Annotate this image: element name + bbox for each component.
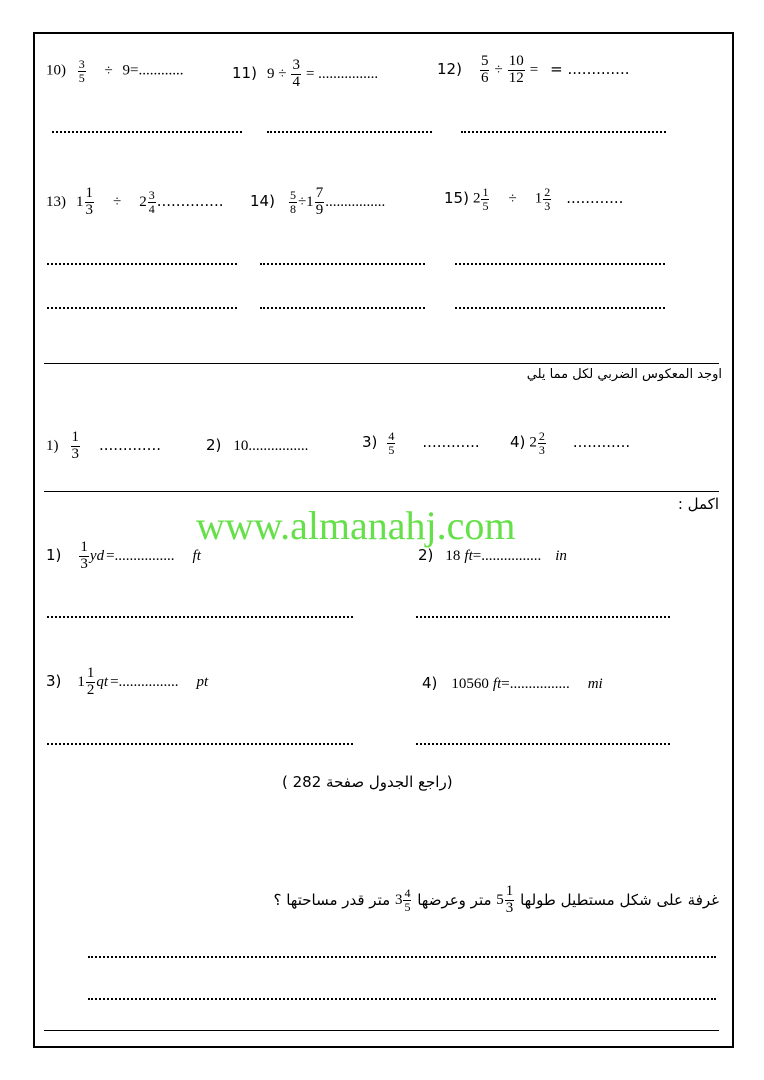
r1-fraction: [71, 430, 81, 463]
q14-label: 14): [250, 191, 275, 210]
r4-num: 2: [538, 429, 545, 443]
q12-answer-blank[interactable]: = .............: [550, 59, 630, 78]
reciprocal-4: [510, 430, 630, 456]
conversion-1: [46, 540, 201, 573]
c3-fraction: [86, 666, 96, 699]
work-line[interactable]: [416, 743, 670, 747]
work-line[interactable]: [455, 263, 665, 267]
q11-den: 4: [292, 73, 300, 90]
q10-answer-blank[interactable]: 9=............: [122, 62, 184, 79]
work-line[interactable]: [267, 131, 432, 135]
section-divider: [44, 363, 719, 364]
r4-answer-blank[interactable]: ............: [572, 432, 631, 451]
q13-b-fraction: [148, 189, 156, 215]
c2-label: 2): [418, 546, 434, 564]
q12-operator: ÷: [494, 61, 503, 78]
q12-b-num: 10: [508, 53, 524, 69]
question-10: [46, 58, 183, 84]
r4-whole: 2: [529, 434, 537, 451]
question-13: [46, 186, 224, 219]
r3-label: 3): [362, 432, 378, 451]
wp-text-2: متر وعرضها: [417, 890, 492, 909]
question-12: [437, 54, 629, 87]
wp-width-den: 5: [404, 899, 411, 914]
q15-label: 15): [444, 188, 469, 207]
q11-answer-blank[interactable]: = ................: [305, 65, 379, 82]
work-line[interactable]: [461, 131, 666, 135]
c2-unit-from: ft: [464, 548, 473, 564]
c3-unit-from: qt: [96, 673, 109, 690]
c3-label: 3): [46, 671, 62, 690]
question-11: [232, 58, 378, 91]
work-line[interactable]: [88, 956, 716, 960]
work-line[interactable]: [455, 307, 665, 311]
c4-value: 10560: [451, 676, 489, 692]
q14-a-num: 5: [289, 188, 296, 203]
q13-b-num: 3: [148, 188, 155, 203]
table-reference-note: (راجع الجدول صفحة 282 ): [282, 773, 453, 791]
work-line[interactable]: [260, 307, 425, 311]
q11-label: 11): [232, 63, 257, 82]
r2-label: 2): [206, 436, 222, 454]
q15-b-num: 2: [544, 185, 551, 199]
r2-value: 10: [233, 438, 249, 454]
r3-den: 5: [388, 442, 395, 457]
q15-b-fraction: [543, 186, 551, 212]
q13-operator: ÷: [113, 193, 122, 210]
q15-b-whole: 1: [534, 190, 543, 207]
q13-label: 13): [46, 193, 66, 210]
work-line[interactable]: [47, 263, 237, 267]
q15-operator: ÷: [508, 190, 517, 207]
c1-label: 1): [46, 545, 62, 564]
wp-width-num: 4: [404, 886, 411, 901]
q14-b-num: 7: [315, 185, 324, 201]
q12-fraction-b: [508, 54, 525, 87]
q12-fraction-a: [480, 54, 490, 87]
reciprocal-3: [362, 430, 480, 456]
watermark-text: www.almanahj.com: [196, 503, 516, 548]
r1-label: 1): [46, 437, 59, 454]
c3-den: 2: [86, 681, 95, 698]
q13-a-whole: 1: [76, 193, 84, 210]
q14-a-den: 8: [289, 201, 296, 216]
c1-unit-to: ft: [192, 547, 201, 564]
wp-length-fraction: [505, 884, 515, 917]
work-line[interactable]: [47, 743, 353, 747]
work-line[interactable]: [52, 131, 242, 135]
conversion-4: [422, 676, 603, 692]
q12-equals: =: [529, 61, 539, 78]
c3-whole: 1: [77, 673, 85, 690]
work-line[interactable]: [47, 616, 353, 620]
r1-answer-blank[interactable]: .............: [99, 435, 161, 454]
q12-a-den: 6: [480, 69, 489, 86]
r1-den: 3: [71, 445, 79, 462]
r1-num: 1: [71, 429, 79, 445]
c1-answer-blank[interactable]: =................: [106, 547, 175, 564]
c4-unit-from: ft: [492, 676, 502, 692]
reciprocal-1: [46, 430, 161, 463]
question-14: [250, 186, 385, 219]
q10-den: 5: [78, 70, 85, 85]
reciprocal-heading: اوجد المعكوس الضربي لكل مما يلي: [526, 367, 722, 382]
q10-label: 10): [46, 62, 66, 79]
q10-operator: ÷: [104, 62, 113, 79]
q11-fraction: [291, 58, 301, 91]
c4-answer-blank[interactable]: =................: [501, 676, 570, 692]
work-line[interactable]: [416, 616, 670, 620]
wp-width-fraction: [403, 887, 411, 913]
q14-a-fraction: [289, 189, 297, 215]
q15-a-num: 1: [482, 185, 489, 199]
r3-fraction: [387, 430, 395, 456]
r3-answer-blank[interactable]: ............: [422, 432, 480, 451]
c1-den: 3: [80, 555, 88, 572]
r4-den: 3: [538, 442, 545, 457]
reciprocal-2: [206, 438, 308, 454]
conversion-2: [418, 548, 567, 564]
q10-fraction: [78, 58, 86, 84]
q15-a-whole: 2: [472, 190, 481, 207]
word-problem: [273, 884, 719, 917]
q14-answer-blank[interactable]: ................: [325, 193, 386, 210]
wp-length-whole: 5: [496, 891, 504, 908]
wp-length-den: 3: [505, 899, 514, 916]
section-divider: [44, 491, 719, 492]
q15-b-den: 3: [544, 198, 551, 213]
section-divider: [44, 1030, 719, 1031]
q13-b-whole: 2: [139, 193, 147, 210]
q15-answer-blank[interactable]: ............: [566, 188, 624, 207]
q13-b-den: 4: [148, 201, 155, 216]
r2-answer-blank[interactable]: ................: [248, 438, 309, 454]
wp-width-whole: 3: [394, 891, 403, 908]
wp-text-1: غرفة على شكل مستطيل طولها: [520, 890, 719, 909]
r4-fraction: [538, 430, 546, 456]
c2-answer-blank[interactable]: =................: [472, 548, 542, 564]
c1-num: 1: [80, 539, 88, 555]
c3-num: 1: [86, 665, 95, 681]
c4-unit-to: mi: [587, 676, 603, 692]
complete-heading: اكمل :: [677, 495, 719, 513]
c1-unit-from: yd: [89, 547, 105, 564]
q12-a-num: 5: [480, 53, 489, 69]
q15-a-den: 5: [482, 198, 489, 213]
r3-num: 4: [388, 429, 395, 443]
c3-answer-blank[interactable]: =................: [110, 673, 179, 690]
q10-num: 3: [78, 57, 85, 71]
c4-label: 4): [422, 674, 438, 692]
wp-text-3: متر قدر مساحتها ؟: [273, 890, 391, 909]
q15-a-fraction: [481, 186, 489, 212]
c3-unit-to: pt: [196, 673, 209, 690]
q13-a-den: 3: [85, 201, 93, 218]
work-line[interactable]: [88, 998, 716, 1002]
question-15: [444, 186, 623, 212]
work-line[interactable]: [260, 263, 425, 267]
c2-value: 18: [445, 548, 461, 564]
q12-b-den: 12: [508, 69, 524, 86]
q14-b-den: 9: [315, 201, 324, 218]
q13-answer-blank[interactable]: ..............: [156, 191, 224, 210]
r4-label: 4): [510, 432, 526, 451]
c1-fraction: [79, 540, 89, 573]
q14-operator: ÷1: [297, 193, 314, 210]
q11-num: 3: [292, 57, 300, 73]
q14-b-fraction: [315, 186, 325, 219]
c2-unit-to: in: [555, 548, 567, 564]
work-line[interactable]: [47, 307, 237, 311]
wp-length-num: 1: [505, 883, 514, 899]
q13-a-fraction: [85, 186, 95, 219]
q12-label: 12): [437, 59, 462, 78]
conversion-3: [46, 666, 208, 699]
q13-a-num: 1: [85, 185, 93, 201]
q11-lead: 9 ÷: [266, 65, 287, 82]
